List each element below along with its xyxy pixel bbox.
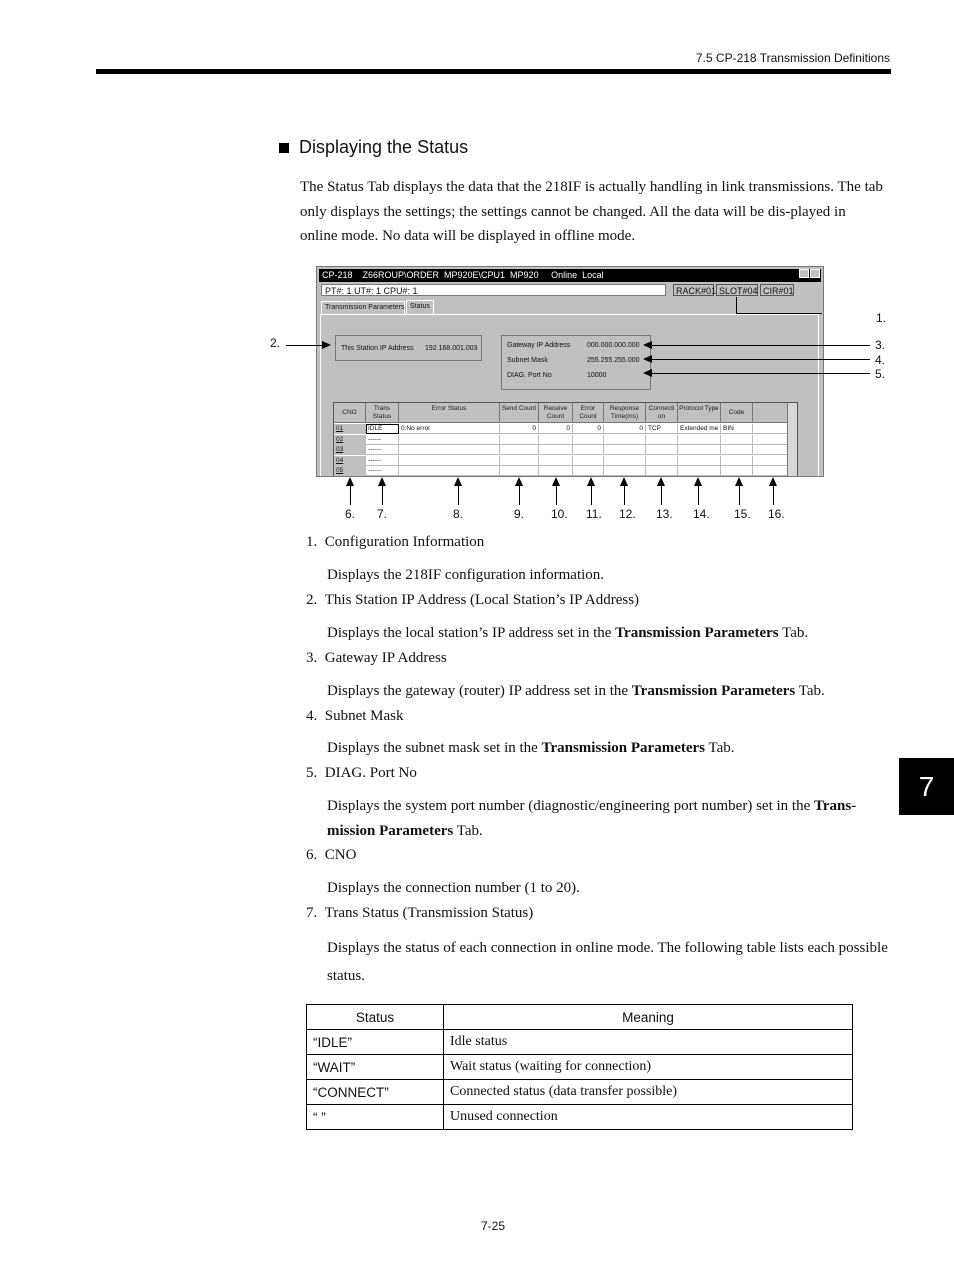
- callout-5: 5.: [875, 367, 886, 381]
- gateway-label: Gateway IP Address: [507, 342, 571, 349]
- this-station-group: [335, 335, 482, 361]
- grid-cell: 0: [539, 424, 573, 434]
- grid-cell: [721, 435, 753, 445]
- list-item-2-desc: Displays the local station’s IP address set in the Transmission Parameters Tab.: [327, 625, 809, 641]
- callout-arrow-4: [643, 355, 652, 363]
- col-code: Code: [721, 403, 753, 423]
- grid-cell: ------: [366, 435, 399, 445]
- tab-transmission-parameters[interactable]: Transmission Parameters: [321, 301, 405, 314]
- grid-cell: 0: [500, 424, 539, 434]
- header-rule: [96, 69, 891, 74]
- table-row: “IDLE” Idle status: [307, 1030, 853, 1055]
- table-row[interactable]: [334, 466, 787, 476]
- grid-cell: 02: [334, 435, 366, 445]
- grid-cell: 01: [334, 424, 366, 434]
- table-row[interactable]: [334, 435, 787, 445]
- maximize-icon[interactable]: [810, 269, 820, 278]
- callout-line-7: [382, 485, 383, 505]
- this-station-label: This Station IP Address: [341, 345, 414, 352]
- square-bullet-icon: [279, 143, 289, 153]
- this-station-value: 192.168.001.003: [425, 345, 478, 352]
- grid-cell: [678, 435, 721, 445]
- grid-cell: [539, 466, 573, 476]
- list-item-4: 4. Subnet Mask: [306, 708, 404, 724]
- diag-label: DIAG. Port No: [507, 372, 552, 379]
- callout-line-8: [458, 485, 459, 505]
- grid-cell: [500, 456, 539, 466]
- running-header: 7.5 CP-218 Transmission Definitions: [695, 51, 890, 65]
- list-item-5: 5. DIAG. Port No: [306, 765, 417, 781]
- col-protocol-type: Protocol Type: [678, 403, 721, 423]
- col-status: Status: [307, 1005, 444, 1030]
- col-meaning: Meaning: [444, 1005, 853, 1030]
- grid-cell: [573, 435, 604, 445]
- list-item-1-desc: Displays the 218IF configuration information.: [327, 567, 605, 583]
- list-item-6-desc: Displays the connection number (1 to 20).: [327, 880, 580, 896]
- list-item-3: 3. Gateway IP Address: [306, 650, 447, 666]
- grid-cell: [500, 466, 539, 476]
- callout-line-15: [739, 485, 740, 505]
- callout-line-3: [652, 345, 870, 346]
- grid-cell: 0:No error: [399, 424, 500, 434]
- grid-cell: 03: [334, 445, 366, 455]
- section-title: [279, 137, 468, 158]
- callout-line-2: [286, 345, 322, 346]
- grid-cell: IDLE: [366, 424, 399, 434]
- config-info: PT#: 1 UT#: 1 CPU#: 1: [321, 284, 666, 296]
- window-titlebar: CP-218 Z66ROUP\ORDER MP920E\CPU1 MP920 Online Local: [319, 269, 821, 282]
- grid-cell: BIN: [721, 424, 753, 434]
- list-item-3-desc: Displays the gateway (router) IP address set in the Transmission Parameters Tab.: [327, 683, 825, 699]
- grid-cell: ------: [366, 445, 399, 455]
- callout-14: 14.: [693, 507, 710, 521]
- grid-cell: 04: [334, 456, 366, 466]
- list-item-6: 6. CNO: [306, 847, 357, 863]
- grid-cell: [646, 466, 678, 476]
- grid-cell: [721, 456, 753, 466]
- table-row: “ ” Unused connection: [307, 1105, 853, 1130]
- cir-box: CIR#01: [760, 284, 794, 296]
- grid-cell: [539, 435, 573, 445]
- callout-line-6: [350, 485, 351, 505]
- grid-header: [334, 403, 787, 423]
- col-error-count: Error Count: [573, 403, 604, 423]
- callout-line-12: [624, 485, 625, 505]
- grid-cell: [721, 445, 753, 455]
- grid-cell: 0: [573, 424, 604, 434]
- list-item-7-desc: Displays the status of each connection in online mode. The following table lists each possible status.: [327, 940, 888, 984]
- intro-paragraph: The Status Tab displays the data that the 218IF is actually handling in link transmissions. The tab only displays the settings; the settings cannot be changed. All the data will be dis-played in online mode. No data will be displayed in offline mode.: [300, 179, 883, 244]
- grid-cell: [573, 456, 604, 466]
- callout-arrow-3: [643, 341, 652, 349]
- grid-cell: [604, 456, 646, 466]
- callout-line-11: [591, 485, 592, 505]
- col-receive-count: Receive Count: [539, 403, 573, 423]
- status-table: [306, 1004, 853, 1130]
- grid-cell: [604, 445, 646, 455]
- col-trans-status: Trans Status: [366, 403, 399, 423]
- list-item-2: 2. This Station IP Address (Local Station’s IP Address): [306, 592, 640, 608]
- grid-cell: [539, 445, 573, 455]
- callout-line-4: [652, 359, 870, 360]
- callout-16: 16.: [768, 507, 785, 521]
- grid-cell: [539, 456, 573, 466]
- table-row[interactable]: [334, 456, 787, 466]
- list-item-4-desc: Displays the subnet mask set in the Transmission Parameters Tab.: [327, 740, 735, 756]
- callout-13: 13.: [656, 507, 673, 521]
- callout-line-5: [652, 373, 870, 374]
- grid-cell: [678, 466, 721, 476]
- grid-cell: 0: [604, 424, 646, 434]
- callout-line-1: [736, 313, 822, 314]
- callout-3: 3.: [875, 338, 886, 352]
- grid-cell: [721, 466, 753, 476]
- connection-grid: [333, 402, 798, 477]
- grid-cell: [573, 445, 604, 455]
- grid-cell: ------: [366, 456, 399, 466]
- grid-cell: 05: [334, 466, 366, 476]
- callout-line-1-vert: [736, 297, 737, 314]
- chapter-tab: 7: [899, 758, 954, 815]
- section-title-text: Displaying the Status: [299, 137, 469, 157]
- table-row: “WAIT” Wait status (waiting for connection): [307, 1055, 853, 1080]
- grid-cell: [646, 445, 678, 455]
- callout-11: 11.: [586, 507, 602, 521]
- table-row[interactable]: [334, 445, 787, 455]
- callout-line-14: [698, 485, 699, 505]
- rack-box: RACK#01: [673, 284, 714, 296]
- list-item-7: 7. Trans Status (Transmission Status): [306, 905, 534, 921]
- grid-cell: [678, 456, 721, 466]
- col-response-time: Response Time(ms): [604, 403, 646, 423]
- grid-cell: [604, 435, 646, 445]
- callout-12: 12.: [619, 507, 636, 521]
- grid-cell: [646, 435, 678, 445]
- col-send-count: Send Count: [500, 403, 539, 423]
- callout-15: 15.: [734, 507, 751, 521]
- grid-cell: ------: [366, 466, 399, 476]
- status-tab-screenshot: [316, 266, 824, 477]
- grid-cell: [604, 466, 646, 476]
- minimize-icon[interactable]: [799, 269, 809, 278]
- col-cno: CNO: [334, 403, 366, 423]
- grid-cell: [646, 456, 678, 466]
- grid-scrollbar[interactable]: [787, 403, 797, 477]
- callout-line-10: [556, 485, 557, 505]
- callout-arrow-5: [643, 369, 652, 377]
- grid-cell: [399, 445, 500, 455]
- subnet-label: Subnet Mask: [507, 357, 548, 364]
- subnet-value: 255.255.255.000: [587, 357, 640, 364]
- table-row: “CONNECT” Connected status (data transfer possible): [307, 1080, 853, 1105]
- table-row[interactable]: [334, 424, 787, 434]
- callout-line-9: [519, 485, 520, 505]
- slot-box: SLOT#04: [716, 284, 758, 296]
- callout-10: 10.: [551, 507, 568, 521]
- list-item-5-desc: Displays the system port number (diagnostic/engineering port number) set in the Trans-mission Parameters Tab.: [327, 798, 857, 839]
- callout-8: 8.: [453, 507, 464, 521]
- grid-cell: [500, 435, 539, 445]
- list-item-1: 1. Configuration Information: [306, 534, 485, 550]
- page-number: 7-25: [480, 1219, 506, 1233]
- callout-4: 4.: [875, 353, 886, 367]
- callout-1: 1.: [876, 311, 887, 325]
- col-error-status: Error Status: [399, 403, 500, 423]
- callout-7: 7.: [377, 507, 388, 521]
- grid-cell: [399, 456, 500, 466]
- callout-6: 6.: [345, 507, 356, 521]
- grid-cell: [678, 445, 721, 455]
- callout-line-16: [773, 485, 774, 505]
- tab-status[interactable]: Status: [406, 300, 434, 314]
- diag-value: 10000: [587, 372, 607, 379]
- gateway-value: 000.000.000.000: [587, 342, 640, 349]
- grid-cell: TCP: [646, 424, 678, 434]
- grid-cell: Extended me: [678, 424, 721, 434]
- grid-cell: [573, 466, 604, 476]
- grid-cell: [399, 466, 500, 476]
- status-table-header: [307, 1005, 853, 1030]
- gateway-group: [501, 335, 651, 390]
- grid-cell: [399, 435, 500, 445]
- callout-arrow-2: [322, 341, 331, 349]
- callout-2: 2.: [270, 336, 281, 350]
- grid-cell: [500, 445, 539, 455]
- callout-line-13: [661, 485, 662, 505]
- col-connection: Connecti on: [646, 403, 678, 423]
- callout-9: 9.: [514, 507, 525, 521]
- config-info-bar: [319, 284, 821, 296]
